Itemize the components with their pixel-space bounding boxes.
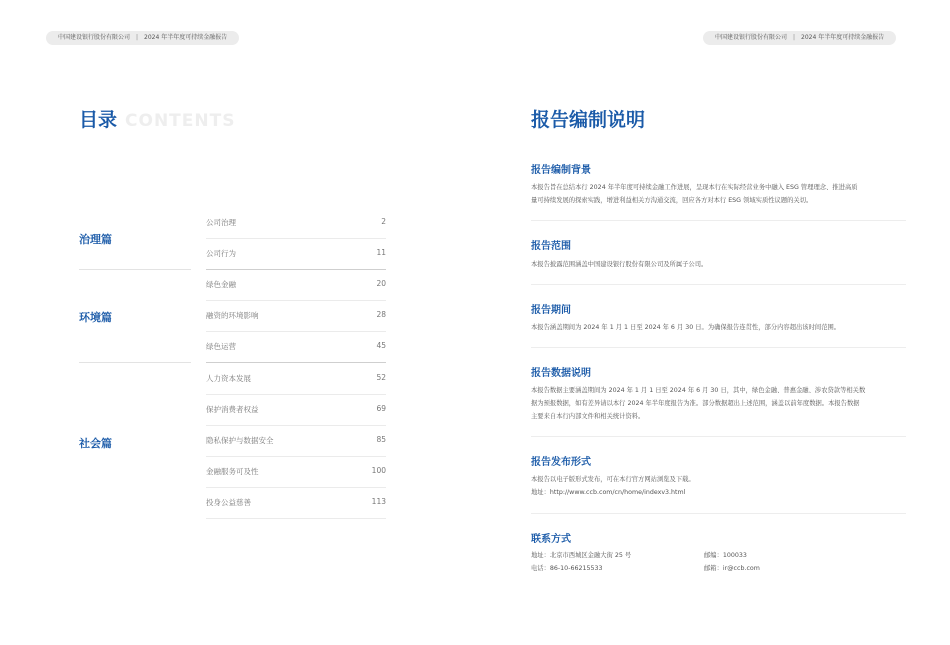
toc-item-public-welfare[interactable] <box>206 487 386 519</box>
toc-item-human-capital[interactable] <box>206 363 386 395</box>
toc-item-corporate-conduct[interactable] <box>206 238 386 270</box>
toc-item-page: 11 <box>376 248 386 257</box>
toc-item-title: 公司行为 <box>206 249 236 258</box>
page-header-left <box>46 31 239 45</box>
toc-item-title: 金融服务可及性 <box>206 467 259 476</box>
period-text: 本报告涵盖期间为 2024 年 1 月 1 日至 2024 年 6 月 30 日。为确保报告连贯性，部分内容超出该时间范围。 <box>531 324 841 331</box>
toc-item-page: 85 <box>376 435 386 444</box>
section-divider <box>79 362 191 363</box>
toc-item-corporate-governance[interactable] <box>206 207 386 239</box>
data-text <box>531 384 906 423</box>
contact-phone: 电话：86-10-66215533 <box>531 564 603 572</box>
toc-item-page: 69 <box>376 404 386 413</box>
toc-title <box>79 105 235 132</box>
toc-item-page: 20 <box>376 279 386 288</box>
background-heading: 报告编制背景 <box>531 165 591 176</box>
header-separator: | <box>793 34 796 41</box>
header-company: 中国建设银行股份有限公司 <box>715 34 788 41</box>
toc-item-green-finance[interactable] <box>206 269 386 301</box>
data-line-3: 主要来自本行内部文件和相关统计资料。 <box>531 413 645 420</box>
publish-url[interactable]: 地址：http://www.ccb.com/cn/home/indexv3.html <box>531 489 686 496</box>
toc-item-page: 2 <box>381 217 386 226</box>
toc-item-page: 113 <box>371 497 386 506</box>
section-divider <box>531 513 906 514</box>
publish-heading: 报告发布形式 <box>531 457 591 468</box>
toc-item-privacy-data-security[interactable] <box>206 425 386 457</box>
background-line-2: 量可持续发展的探索实践，增进利益相关方沟通交流，回应各方对本行 ESG 领域实质性议题的关切。 <box>531 197 813 204</box>
toc-item-page: 28 <box>376 310 386 319</box>
data-line-2: 据为预报数据，如有差异请以本行 2024 年半年度报告为准。部分数据超出上述范围，涵盖以前年度数据。本报告数据 <box>531 400 860 407</box>
toc-item-financing-environmental-impact[interactable] <box>206 300 386 332</box>
toc-item-title: 人力资本发展 <box>206 374 251 383</box>
toc-item-title: 融资的环境影响 <box>206 311 259 320</box>
publish-text <box>531 473 906 499</box>
toc-item-title: 保护消费者权益 <box>206 405 259 414</box>
toc-title-cn: 目录 <box>79 109 118 131</box>
section-divider <box>531 347 906 348</box>
toc-item-consumer-protection[interactable] <box>206 394 386 426</box>
toc-section-social: 社会篇 <box>79 437 112 450</box>
background-text <box>531 181 906 207</box>
publish-line-1: 本报告以电子版形式发布，可在本行官方网站浏览及下载。 <box>531 476 695 483</box>
contact-email[interactable]: 邮箱：ir@ccb.com <box>704 564 760 572</box>
toc-item-page: 52 <box>376 373 386 382</box>
section-divider <box>79 269 191 270</box>
scope-text: 本报告披露范围涵盖中国建设银行股份有限公司及所属子公司。 <box>531 261 708 268</box>
toc-item-title: 绿色运营 <box>206 342 236 351</box>
data-heading: 报告数据说明 <box>531 368 591 379</box>
data-line-1: 本报告数据主要涵盖期间为 2024 年 1 月 1 日至 2024 年 6 月 30 日，其中，绿色金融、普惠金融、涉农贷款等相关数 <box>531 387 866 394</box>
toc-title-en: CONTENTS <box>125 111 236 131</box>
toc-item-page: 45 <box>376 341 386 350</box>
header-report-title: 2024 年半年度可持续金融报告 <box>801 34 885 41</box>
toc-section-governance: 治理篇 <box>79 233 112 246</box>
scope-heading: 报告范围 <box>531 241 571 252</box>
section-divider <box>531 284 906 285</box>
toc-item-title: 公司治理 <box>206 218 236 227</box>
notes-title: 报告编制说明 <box>531 109 646 131</box>
header-company: 中国建设银行股份有限公司 <box>58 34 131 41</box>
contact-left <box>531 550 631 575</box>
toc-item-page: 100 <box>371 466 386 475</box>
contact-postcode: 邮编：100033 <box>704 552 747 559</box>
contact-address: 地址：北京市西城区金融大街 25 号 <box>531 552 632 559</box>
contact-right <box>704 550 760 575</box>
header-separator: | <box>136 34 139 41</box>
toc-item-financial-accessibility[interactable] <box>206 456 386 488</box>
background-line-1: 本报告旨在总结本行 2024 年半年度可持续金融工作进展，呈现本行在实际经营业务中融入 ESG 管理理念、推进高质 <box>531 184 858 191</box>
toc-item-green-operations[interactable] <box>206 331 386 363</box>
section-divider <box>531 436 906 437</box>
section-divider <box>531 220 906 221</box>
toc-item-title: 隐私保护与数据安全 <box>206 436 274 445</box>
period-heading: 报告期间 <box>531 305 571 316</box>
toc-item-title: 绿色金融 <box>206 280 236 289</box>
toc-item-title: 投身公益慈善 <box>206 498 251 507</box>
toc-section-environment: 环境篇 <box>79 311 112 324</box>
page-header-right <box>703 31 896 45</box>
contact-heading: 联系方式 <box>531 534 571 545</box>
header-report-title: 2024 年半年度可持续金融报告 <box>144 34 228 41</box>
